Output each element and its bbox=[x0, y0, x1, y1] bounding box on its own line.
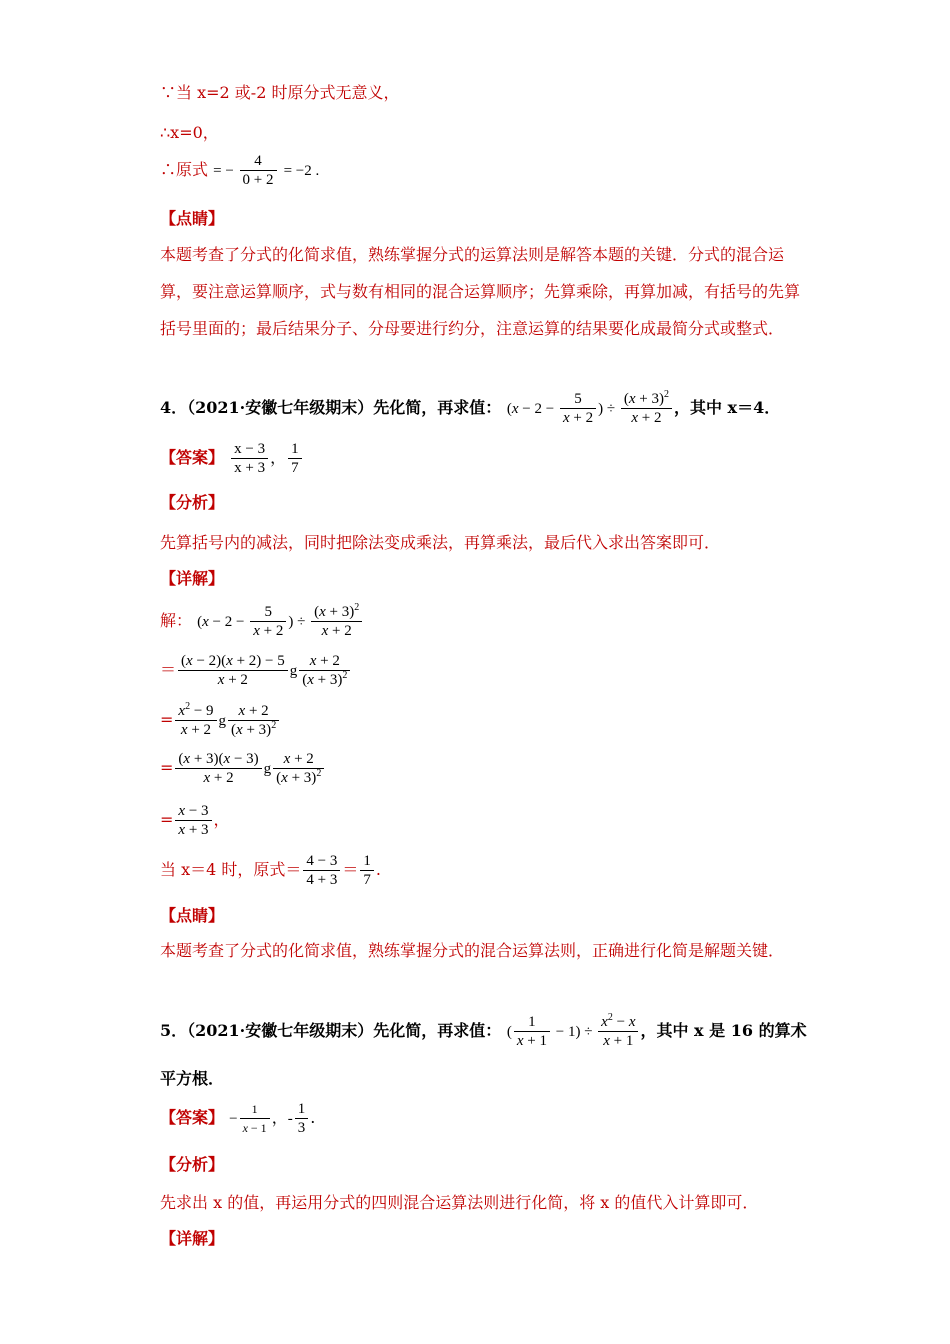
answer-label-5: 【答案】 bbox=[160, 1108, 225, 1127]
answer-label: 【答案】 bbox=[160, 448, 225, 467]
dianjing-text-2: 本题考查了分式的化简求值，熟练掌握分式的混合运算法则，正确进行化简是解题关键． bbox=[160, 941, 785, 960]
condition-line: ∵当 x=2 或-2 时原分式无意义， bbox=[160, 83, 400, 102]
detail-label: 【详解】 bbox=[160, 569, 225, 588]
answer-fraction-1: $\frac{x - 3}{x + 3}$ bbox=[231, 440, 268, 477]
answer-fraction-2: $\frac{1}{7}$ bbox=[288, 440, 302, 477]
dianjing-label: 【点睛】 bbox=[160, 209, 225, 228]
result-fraction: $\frac{4}{0 + 2}$ bbox=[240, 152, 277, 189]
result-value: = −2 . bbox=[283, 163, 320, 179]
detail-step-1: 解： (x − 2 − $\frac{5}{x + 2}$ ) ÷ $\frac{(x + 3)^2}{x + 2}$ bbox=[160, 603, 364, 640]
question-4: 4．（2021·安徽七年级期末）先化简，再求值： (x − 2 − $\frac{5}{x + 2}$ ) ÷ $\frac{(x + 3)^2}{x + 2}$ ，其中 x＝4． bbox=[160, 389, 781, 426]
detail-label-5: 【详解】 bbox=[160, 1229, 225, 1248]
x-value-line: ∴x=0， bbox=[160, 123, 219, 142]
detail-step-2: ＝ $\frac{(x - 2)(x + 2) - 5}{x + 2}$ g $\frac{x + 2}{(x + 3)^2}$ bbox=[160, 652, 352, 689]
result-line: ∴原式 = − $\frac{4}{0 + 2}$ = −2 . bbox=[160, 153, 320, 188]
detail-step-3: = $\frac{x^2 - 9}{x + 2}$ g $\frac{x + 2}{(x + 3)^2}$ bbox=[160, 702, 281, 739]
answer-line: 【答案】 $\frac{x - 3}{x + 3}$ ， $\frac{1}{7}$ bbox=[160, 440, 304, 477]
question-5-line2: 平方根． bbox=[160, 1069, 225, 1088]
detail-step-5: = $\frac{x - 3}{x + 3}$ ， bbox=[160, 803, 230, 838]
analysis-text-5: 先求出 x 的值，再运用分式的四则混合运算法则进行化简，将 x 的值代入计算即可． bbox=[160, 1193, 759, 1212]
dianjing-label-2: 【点睛】 bbox=[160, 906, 225, 925]
final-line: 当 x＝4 时，原式＝ $\frac{4 - 3}{4 + 3}$ ＝ $\frac{1}{7}$ . bbox=[160, 853, 381, 888]
analysis-text: 先算括号内的减法，同时把除法变成乘法，再算乘法，最后代入求出答案即可． bbox=[160, 533, 721, 552]
question-5: 5．（2021·安徽七年级期末）先化简，再求值： ( $\frac{1}{x + 1}$ − 1) ÷ $\frac{x^2 - x}{x + 1}$ ，其中 x 是 16 的算术 bbox=[160, 1012, 807, 1049]
result-prefix: ∴原式 bbox=[160, 160, 209, 179]
detail-step-4: = $\frac{(x + 3)(x - 3)}{x + 2}$ g $\frac{x + 2}{(x + 3)^2}$ bbox=[160, 750, 326, 787]
analysis-label-5: 【分析】 bbox=[160, 1155, 225, 1174]
dianjing-text: 本题考查了分式的化简求值，熟练掌握分式的运算法则是解答本题的关键．分式的混合运算，要注意运算顺序，式与数有相同的混合运算顺序；先算乘除，再算加减，有括号的先算括号里面的；最后结果分子、分母要进行约分，注意运算的结果要化成最简分式或整式． bbox=[160, 245, 801, 338]
answer-line-5: 【答案】 − $\frac{1}{x - 1}$ ，- $\frac{1}{3}$ . bbox=[160, 1101, 316, 1136]
analysis-label: 【分析】 bbox=[160, 493, 225, 512]
